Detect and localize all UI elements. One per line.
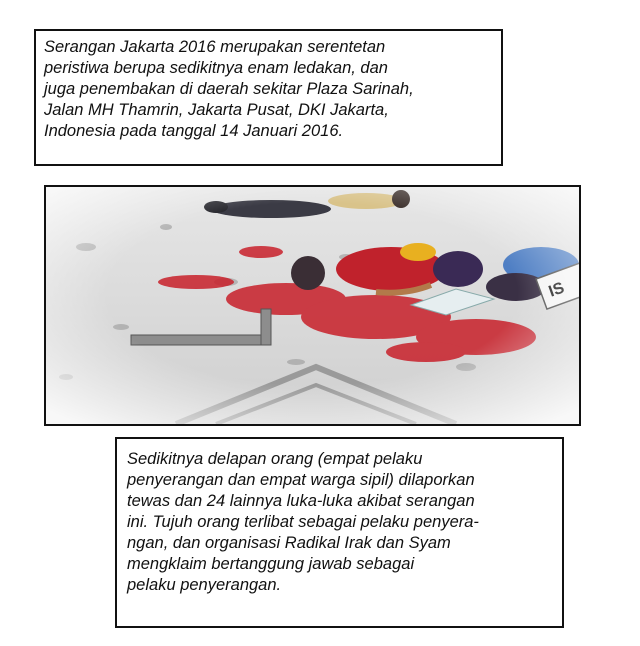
caption-bottom: Sedikitnya delapan orang (empat pelaku penyerangan dan empat warga sipil) dilaporkan tewas dan 24 lainnya luka-luka akibat serangan ini. Tujuh orang terlibat sebagai pelaku penyera- ngan, dan organisasi Radikal Irak dan Syam mengklaim bertanggung jawab sebagai pelaku penyerangan. (115, 437, 564, 628)
illustration-panel (44, 185, 581, 426)
caption-top: Serangan Jakarta 2016 merupakan serentetan peristiwa berupa sedikitnya enam ledakan, dan juga penembakan di daerah sekitar Plaza Sarinah, Jalan MH Thamrin, Jakarta Pusat, DKI Jakarta, Indonesia pada tanggal 14 Januari 2016. (34, 29, 503, 166)
vignette (46, 187, 579, 424)
street-scene-illustration (46, 187, 579, 424)
